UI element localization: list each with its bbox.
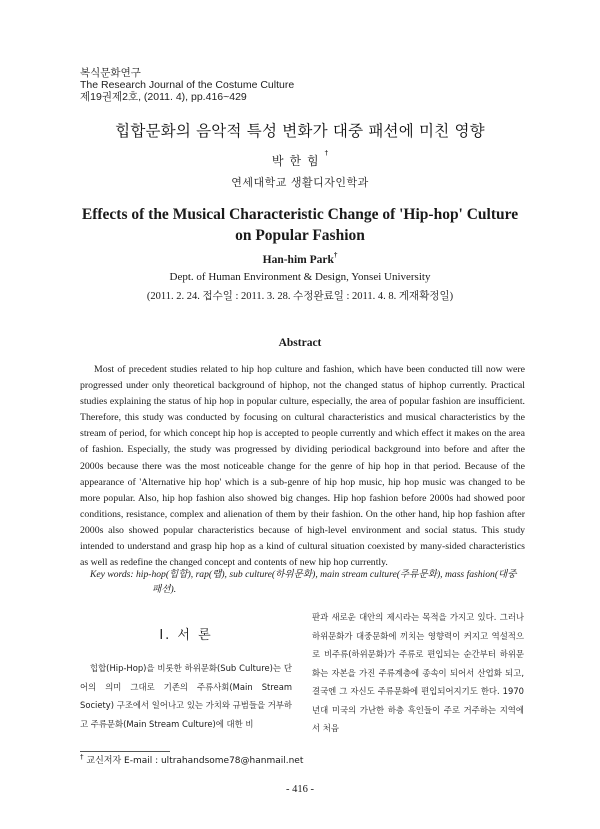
right-column [312,608,524,738]
corresponding-author-mark-en: † [333,251,338,259]
keywords [90,567,520,597]
journal-name-en: The Research Journal of the Costume Culture [80,79,295,91]
footnote [80,753,303,766]
affiliation-en: Dept. of Human Environment & Design, Yonsei University [169,271,431,283]
abstract-heading: Abstract [278,337,322,349]
keywords-line1: Key words: hip-hop(힙합), rap(랩), sub culture(하위문화), main stream culture(주류문화), mass fashion(대중 [90,569,517,580]
paper-title-ko: 힙합문화의 음악적 특성 변화가 대중 패션에 미친 영향 [115,122,485,140]
footnote-text: 교신저자 E-mail : ultrahandsome78@hanmail.net [86,756,304,766]
author-en [0,251,600,266]
abstract-body: Most of precedent studies related to hip hop culture and fashion, which have been conducted till now were progressed under only theoretical background of hiphop, not the changed status of hiphop currently. Practical studies explaining the status of hip hop in popular culture, especially, the area of popular fashion are insufficient. Therefore, this study was conducted by focusing on cultural characteristics and musical characteristics by the stream of period, for which concept hip hop is accepted to people currently and which effect it makes on the area of fashion. Especially, the study was progressed by dividing periodical background into before and after the 2000s because there was the most noticeable change for the genre of hip hop in that period. Because of the appearance of 'Alternative hip hop' which is a sub-genre of hip hop music, hip hop music was changed to be more popular. Also, hip hop fashion also showed big changes. Hip hop fashion before 2000s had showed poor conditions, resistance, complex and alienation of them by their fashion. On the other hand, hip hop fashion after 2000s also showed popular characteristics because of high-level environment and social status. This study intended to understand and grasp hip hop as a kind of cultural situation coexisted by many-sided characteristics as well as redefine the changed concept and contents of new hip hop currently. [80,364,525,569]
author-ko [0,149,600,169]
paper-title-en-line2: on Popular Fashion [235,227,365,244]
page-number: - 416 - [286,784,314,795]
introduction-text-right: 판과 새로운 대안의 제시라는 목적을 가지고 있다. 그러나 하위문화가 대중문화에 끼치는 영향력이 커지고 역설적으로 비주류(하위문화)가 주류로 편입되는 순간부터 하위문화는 자본을 가진 주류계층에 종속이 되어서 산업화 되고, 결국엔 그 자신도 주류문화에 편입되어지기도 한다. 1970년대 미국의 가난한 하층 흑인들이 주로 거주하는 지역에서 처음 [312,612,524,733]
left-column [80,608,292,733]
footnote-divider [80,751,170,752]
affiliation-ko: 연세대학교 생활디자인학과 [231,176,369,189]
corresponding-author-mark: † [324,149,329,157]
journal-volume: 제19권제2호, (2011. 4), pp.416~429 [80,91,247,103]
keywords-line2: 패션). [152,584,177,595]
submission-dates: (2011. 2. 24. 접수일 : 2011. 3. 28. 수정완료일 : 2011. 4. 8. 게재확정일) [146,291,454,302]
section-heading-introduction: Ⅰ. 서 론 [159,628,213,643]
footnote-mark: † [80,753,84,761]
journal-header [80,67,294,103]
author-en-name: Han-him Park [262,254,334,266]
paper-title-en-line1: Effects of the Musical Characteristic Change of 'Hip-hop' Culture [81,206,519,223]
introduction-text-left: 힙합(Hip-Hop)을 비롯한 하위문화(Sub Culture)는 단어의 의미 그대로 기존의 주류사회(Main Stream Society) 구조에서 일어나고 있는 가치와 규범들을 거부하고 주류문화(Main Stream Culture)에 대한 비 [80,663,292,729]
journal-name-ko: 복식문화연구 [80,67,141,79]
author-ko-name: 박한힘 [271,154,325,168]
paper-title-en [0,204,600,246]
